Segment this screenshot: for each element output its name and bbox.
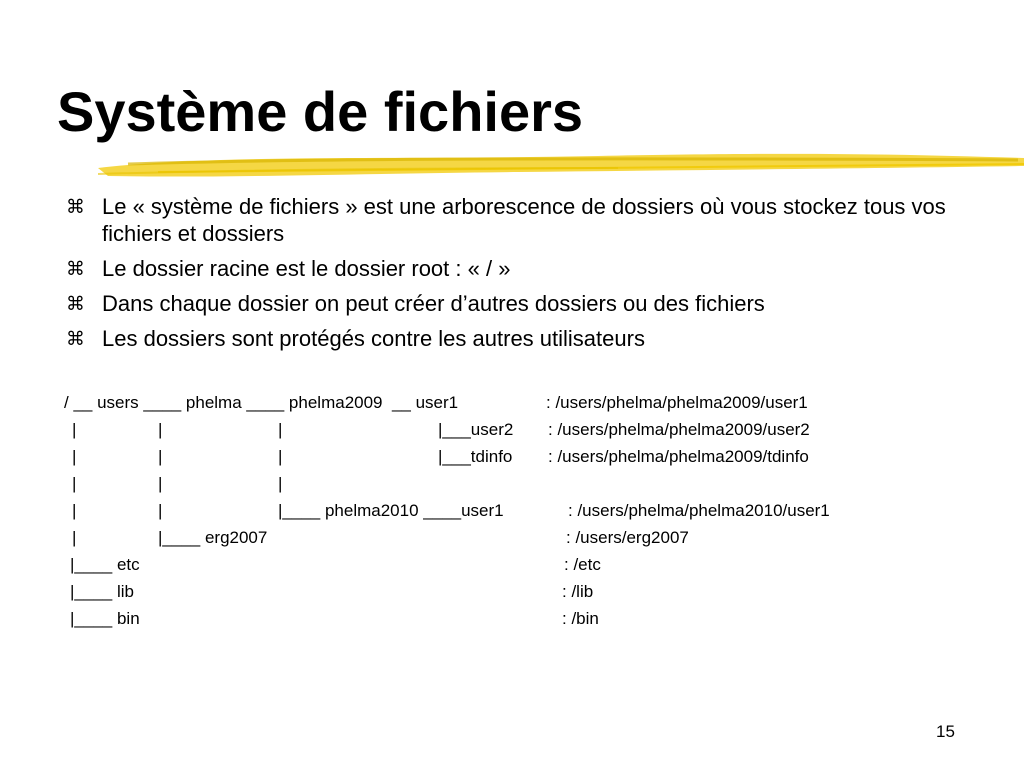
- z-bullet-icon: ⌘: [66, 258, 85, 280]
- tree-row: [0, 473, 1024, 500]
- tree-branch: |___user2: [438, 420, 514, 439]
- bullet-text: Les dossiers sont protégés contre les autres utilisateurs: [102, 326, 645, 351]
- bullet-list: [66, 193, 966, 360]
- highlighter-swoosh: [98, 146, 1024, 186]
- directory-tree: [0, 392, 1024, 642]
- tree-branch: |___tdinfo: [438, 447, 513, 466]
- tree-path: : /users/phelma/phelma2009/user2: [548, 420, 810, 439]
- tree-branch: |____ lib: [70, 582, 134, 601]
- tree-row: [0, 446, 1024, 473]
- tree-row: [0, 392, 1024, 419]
- tree-connector: |: [278, 474, 283, 493]
- tree-path: : /users/phelma/phelma2009/user1: [546, 393, 808, 412]
- tree-branch: / __ users ____ phelma ____ phelma2009 __ user1: [64, 393, 459, 412]
- tree-connector: |: [158, 474, 163, 493]
- tree-branch: |____ erg2007: [158, 528, 268, 547]
- bullet-text: Dans chaque dossier on peut créer d’autres dossiers ou des fichiers: [102, 291, 765, 316]
- tree-row: [0, 581, 1024, 608]
- tree-connector: |: [158, 447, 163, 466]
- bullet-item: [66, 290, 966, 317]
- tree-row: [0, 419, 1024, 446]
- z-bullet-icon: ⌘: [66, 196, 85, 218]
- bullet-item: [66, 325, 966, 352]
- bullet-text: Le « système de fichiers » est une arborescence de dossiers où vous stockez tous vos fichiers et dossiers: [102, 194, 946, 246]
- tree-connector: |: [278, 420, 283, 439]
- tree-row: [0, 527, 1024, 554]
- tree-path: : /bin: [562, 609, 599, 628]
- tree-branch: |____ phelma2010 ____user1: [278, 501, 504, 520]
- tree-branch: |____ etc: [70, 555, 140, 574]
- slide-title: Système de fichiers: [57, 80, 584, 143]
- tree-connector: |: [72, 420, 77, 439]
- tree-row: [0, 554, 1024, 581]
- page-number: 15: [936, 722, 955, 741]
- z-bullet-icon: ⌘: [66, 293, 85, 315]
- bullet-text: Le dossier racine est le dossier root : « / »: [102, 256, 511, 281]
- tree-connector: |: [158, 501, 163, 520]
- tree-path: : /etc: [564, 555, 601, 574]
- tree-branch: |____ bin: [70, 609, 140, 628]
- tree-connector: |: [72, 447, 77, 466]
- tree-path: : /users/phelma/phelma2010/user1: [568, 501, 830, 520]
- tree-row: [0, 608, 1024, 635]
- tree-connector: |: [158, 420, 163, 439]
- tree-path: : /lib: [562, 582, 594, 601]
- tree-path: : /users/phelma/phelma2009/tdinfo: [548, 447, 809, 466]
- tree-path: : /users/erg2007: [566, 528, 689, 547]
- tree-connector: |: [72, 528, 77, 547]
- bullet-item: [66, 193, 966, 247]
- bullet-item: [66, 255, 966, 282]
- tree-connector: |: [72, 474, 77, 493]
- z-bullet-icon: ⌘: [66, 328, 85, 350]
- tree-connector: |: [278, 447, 283, 466]
- tree-row: [0, 500, 1024, 527]
- tree-connector: |: [72, 501, 77, 520]
